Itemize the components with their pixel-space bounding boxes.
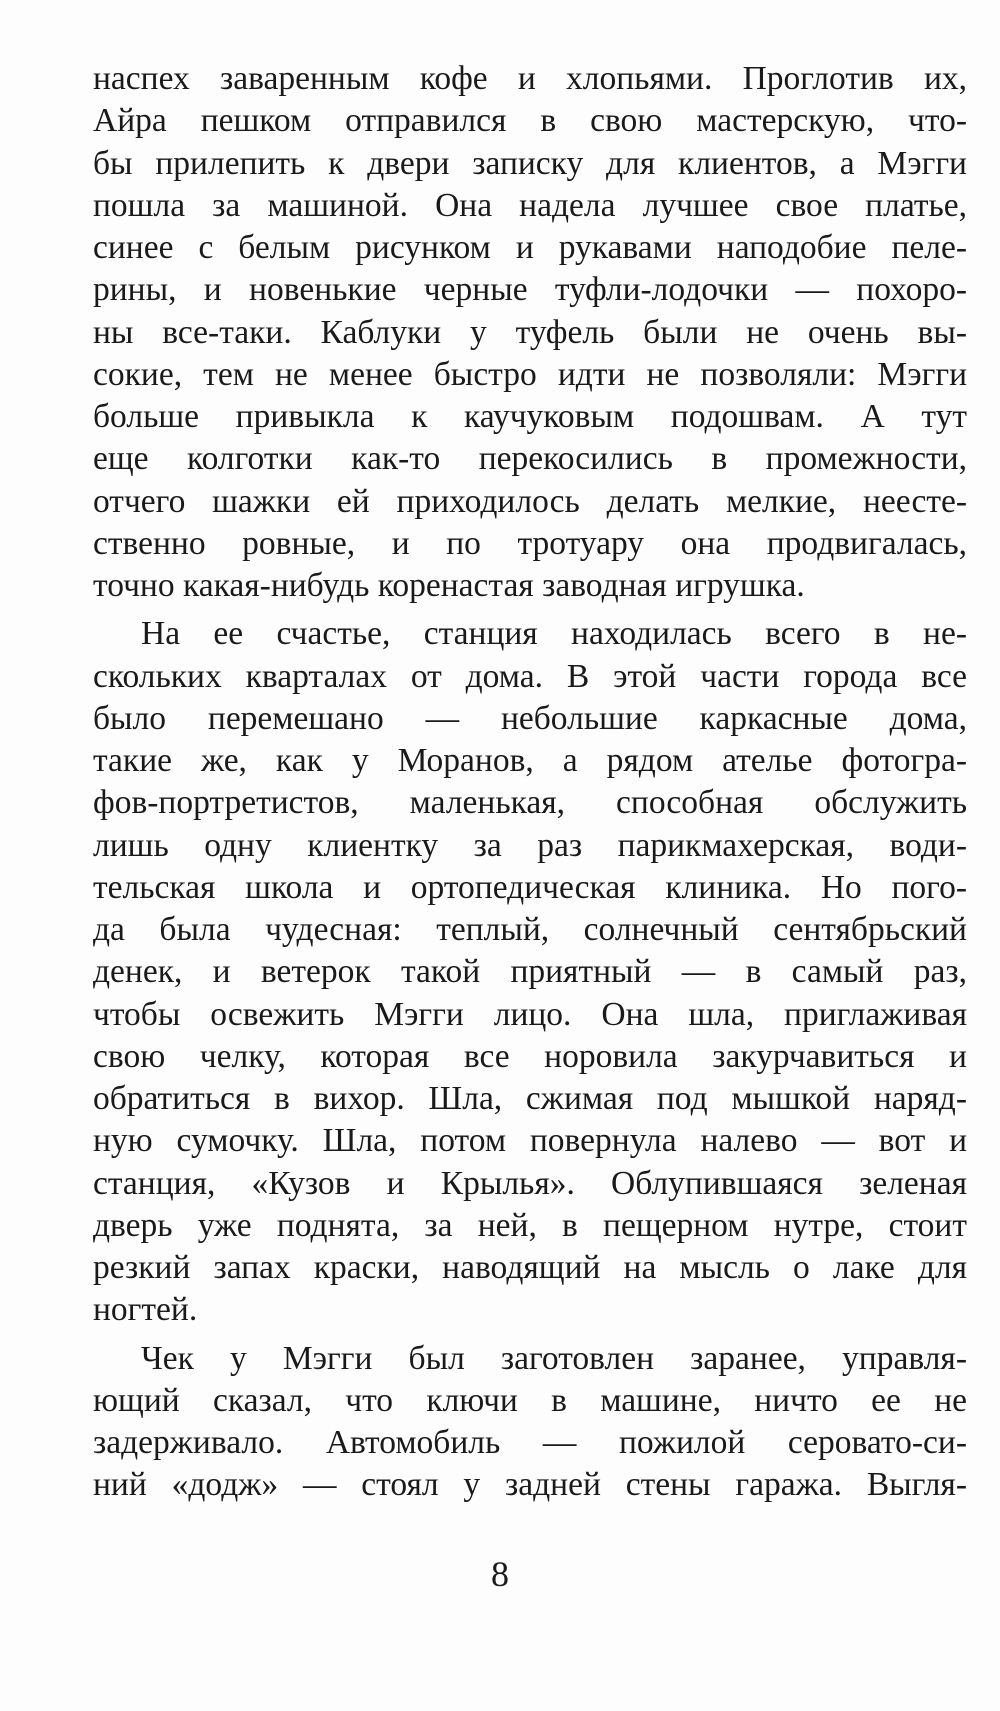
text-line: еще колготки как-то перекосились в промежности, <box>93 440 967 478</box>
text-line: скольких кварталах от дома. В этой части города все <box>93 657 967 695</box>
text-line: резкий запах краски, наводящий на мысль о лаке для <box>93 1249 967 1286</box>
text-line: дверь уже поднята, за ней, в пещерном нутре, стоит <box>93 1206 967 1244</box>
text-line: да была чудесная: теплый, солнечный сентябрьский <box>93 911 967 948</box>
text-line: Чек у Мэгги был заготовлен заранее, управля- <box>141 1339 967 1377</box>
text-line: рины, и новенькие черные туфли-лодочки — похоро- <box>93 271 967 309</box>
paragraph-3 <box>93 1338 967 1507</box>
text-line: На ее счастье, станция находилась всего в не- <box>141 615 967 653</box>
text-line: задерживало. Автомобиль — пожилой серовато-си- <box>93 1424 967 1461</box>
text-line: ногтей. <box>93 1291 198 1329</box>
text-line: денек, и ветерок такой приятный — в самый раз, <box>93 953 967 991</box>
text-line: наспех заваренным кофе и хлопьями. Проглотив их, <box>93 60 967 97</box>
text-line: ний «додж» — стоял у задней стены гаража. Выгля- <box>93 1466 967 1504</box>
text-line: было перемешано — небольшие каркасные дома, <box>93 699 967 737</box>
text-line: бы прилепить к двери записку для клиентов, а Мэгги <box>93 144 967 182</box>
text-line: тельская школа и ортопедическая клиника. Но пого- <box>93 868 967 906</box>
text-line: обратиться в вихор. Шла, сжимая под мышкой наряд- <box>93 1080 967 1117</box>
page-number: 8 <box>491 1554 509 1594</box>
text-line: сокие, тем не менее быстро идти не позволяли: Мэгги <box>93 355 967 393</box>
text-line: пошла за машиной. Она надела лучшее свое платье, <box>93 186 967 224</box>
text-line: чтобы освежить Мэгги лицо. Она шла, приглаживая <box>93 995 967 1033</box>
text-line: ющий сказал, что ключи в машине, ничто ее не <box>93 1381 967 1419</box>
text-line: лишь одну клиентку за раз парикмахерская, води- <box>93 826 967 864</box>
text-line: станция, «Кузов и Крылья». Облупившаяся зеленая <box>93 1164 967 1202</box>
paragraph-2 <box>93 613 967 1331</box>
text-line: Айра пешком отправился в свою мастерскую, что- <box>93 102 967 140</box>
text-line: ную сумочку. Шла, потом повернула налево — вот и <box>93 1122 967 1160</box>
text-line: больше привыкла к каучуковым подошвам. А тут <box>93 398 967 435</box>
text-line: ны все-таки. Каблуки у туфель были не очень вы- <box>93 313 967 351</box>
text-line: ственно ровные, и по тротуару она продвигалась, <box>93 524 967 562</box>
paragraph-1 <box>93 58 967 607</box>
body-text <box>93 58 967 1507</box>
text-line: свою челку, которая все норовила закурчавиться и <box>93 1037 967 1075</box>
text-line: отчего шажки ей приходилось делать мелкие, неесте- <box>93 482 967 520</box>
text-line: синее с белым рисунком и рукавами наподобие пеле- <box>93 229 967 266</box>
text-line: фов-портретистов, маленькая, способная обслужить <box>93 784 967 822</box>
text-line: точно какая-нибудь коренастая заводная игрушка. <box>93 567 805 604</box>
text-line: такие же, как у Моранов, а рядом ателье фотогра- <box>93 742 967 779</box>
